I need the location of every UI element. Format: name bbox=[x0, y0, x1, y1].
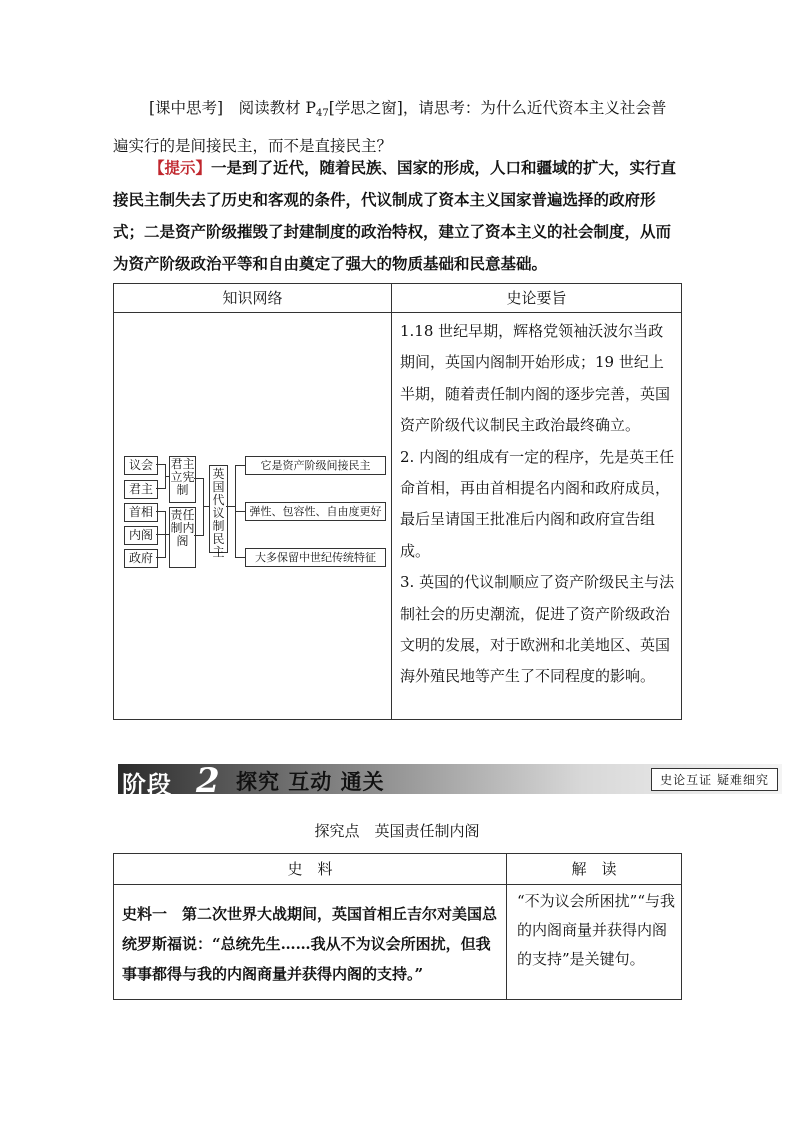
thinking-page-sub: 47 bbox=[315, 108, 329, 119]
mindmap-node-parliament: 议会 bbox=[124, 456, 158, 475]
knowledge-summary-cell bbox=[392, 313, 682, 720]
summary-point-3: 3. 英国的代议制顺应了资产阶级民主与法制社会的历史潮流，促进了资产阶级政治文明的发展，对于欧洲和北美地区、英国海外殖民地等产生了不同程度的影响。 bbox=[400, 573, 675, 686]
thinking-tag: [课中思考] bbox=[149, 99, 224, 117]
stage-banner bbox=[118, 761, 782, 801]
stage-number: 2 bbox=[196, 761, 220, 801]
stage-label: 阶段 bbox=[122, 771, 172, 799]
stage-title: 探究 互动 通关 bbox=[236, 769, 385, 794]
source-header-material: 史 料 bbox=[114, 854, 507, 885]
hint-text: 一是到了近代，随着民族、国家的形成，人口和疆域的扩大，实行直接民主制失去了历史和客观的条件，代议制成了资本主义国家普遍选择的政府形式；二是资产阶级摧毁了封建制度的政治特权，建立了资本主义的社会制度，从而为资产阶级政治平等和自由奠定了强大的物质基础和民意基础。 bbox=[113, 158, 677, 273]
thinking-text-post: [学思之窗]，请思考：为什么近代资本主义社会普遍实行的是间接民主，而不是直接民主？ bbox=[113, 99, 667, 155]
knowledge-header-summary: 史论要旨 bbox=[392, 284, 682, 313]
mindmap-node-constitutional-monarchy: 君主立宪制 bbox=[169, 456, 196, 503]
source-reading: “不为议会所困扰”“与我的内阁商量并获得内阁的支持”是关键句。 bbox=[517, 892, 676, 968]
source-text: 第二次世界大战期间，英国首相丘吉尔对美国总统罗斯福说：“总统先生……我从不为议会所困扰，但我事事都得与我的内阁商量并获得内阁的支持。” bbox=[122, 905, 498, 983]
hint-paragraph bbox=[113, 152, 681, 280]
section-title: 探究点 英国责任制内阁 bbox=[314, 822, 480, 840]
knowledge-table bbox=[113, 283, 682, 720]
mindmap-node-medieval-traditions: 大多保留中世纪传统特征 bbox=[245, 548, 386, 567]
source-material-cell bbox=[114, 885, 507, 1000]
knowledge-network-cell bbox=[114, 313, 392, 720]
mindmap bbox=[114, 313, 392, 719]
thinking-text-pre: 阅读教材 P bbox=[238, 99, 316, 117]
summary-point-1: 1.18 世纪早期，辉格党领袖沃波尔当政期间，英国内阁制开始形成；19 世纪上半期，随着责任制内阁的逐步完善，英国资产阶级代议制民主政治最终确立。 bbox=[400, 322, 671, 435]
source-table bbox=[113, 853, 682, 1000]
summary-point-2: 2. 内阁的组成有一定的程序，先是英王任命首相，再由首相提名内阁和政府成员，最后呈请国王批准后内阁和政府宣告组成。 bbox=[400, 447, 675, 560]
mindmap-node-monarch: 君主 bbox=[124, 480, 158, 499]
mindmap-node-prime-minister: 首相 bbox=[124, 503, 158, 522]
stage-tag: 史论互证 疑难细究 bbox=[651, 768, 778, 791]
source-header-reading: 解 读 bbox=[507, 854, 682, 885]
hint-tag: 【提示】 bbox=[149, 158, 212, 177]
knowledge-header-network: 知识网络 bbox=[114, 284, 392, 313]
mindmap-node-government: 政府 bbox=[124, 549, 158, 568]
mindmap-center-node: 英国代议制民主 bbox=[209, 465, 228, 553]
source-label: 史料一 bbox=[122, 905, 168, 923]
mindmap-node-flexibility: 弹性、包容性、自由度更好 bbox=[245, 502, 386, 521]
mindmap-node-responsible-cabinet: 责任制内阁 bbox=[169, 507, 196, 568]
source-reading-cell bbox=[507, 885, 682, 1000]
mindmap-node-indirect-democracy: 它是资产阶级间接民主 bbox=[245, 456, 386, 475]
mindmap-node-cabinet: 内阁 bbox=[124, 526, 158, 545]
